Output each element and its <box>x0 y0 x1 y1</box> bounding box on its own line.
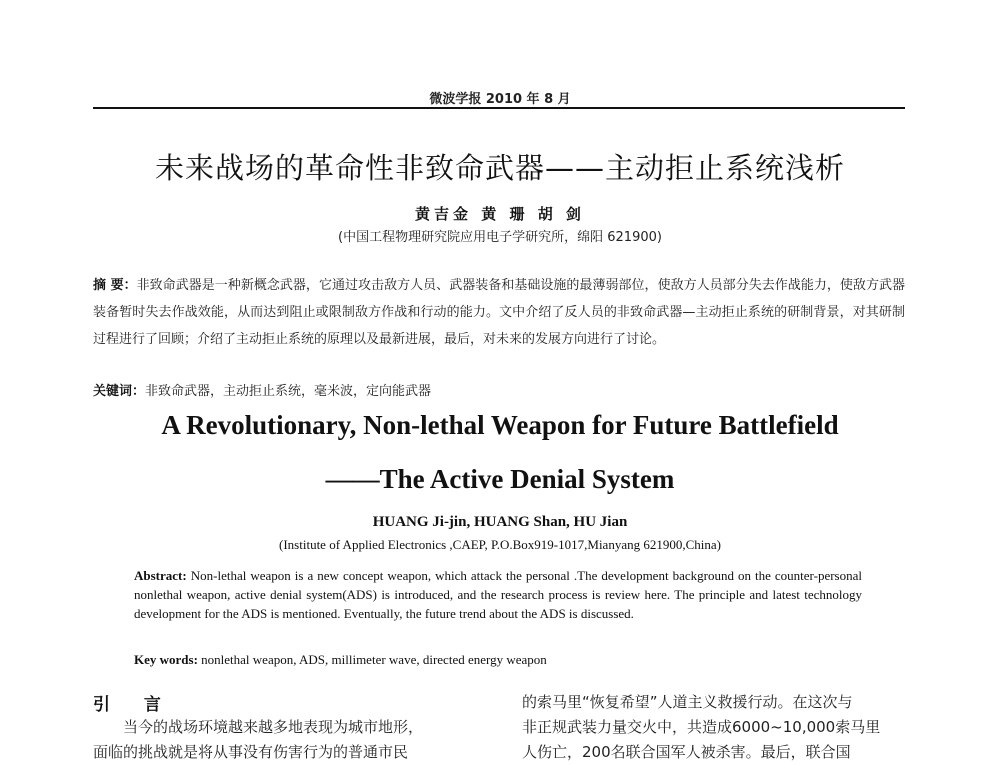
body-column-right <box>522 690 907 765</box>
body-column-left <box>93 715 488 765</box>
chinese-keywords-label: 关键词： <box>93 384 146 399</box>
body-line: 面临的挑战就是将从事没有伤害行为的普通市民 <box>93 743 409 761</box>
english-abstract <box>134 566 862 623</box>
english-keywords-text: nonlethal weapon, ADS, millimeter wave, directed energy weapon <box>197 652 547 667</box>
chinese-abstract-text: 非致命武器是一种新概念武器，它通过攻击敌方人员、武器装备和基础设施的最薄弱部位，使敌方人员部分失去作战能力，使敌方武器装备暂时失去作战效能，从而达到阻止或限制敌方作战和行动的能力。文中介绍了反人员的非致命武器—主动拒止系统的研制背景，对其研制过程进行了回顾；介绍了主动拒止系统的原理以及最新进展，最后，对未来的发展方向进行了讨论。 <box>93 278 905 347</box>
body-line: 当今的战场环境越来越多地表现为城市地形， <box>123 718 424 736</box>
english-affiliation: (Institute of Applied Electronics ,CAEP, P.O.Box919-1017,Mianyang 621900,China) <box>279 537 721 552</box>
chinese-keywords <box>93 380 905 399</box>
section-heading: 引 言 <box>93 695 175 715</box>
chinese-abstract <box>93 272 905 353</box>
english-authors: HUANG Ji-jin, HUANG Shan, HU Jian <box>372 514 628 530</box>
body-line: 人伤亡，200名联合国军人被杀害。最后，联合国 <box>522 743 851 761</box>
chinese-authors: 黄吉金 黄 珊 胡 剑 <box>415 205 585 223</box>
english-title-line1: A Revolutionary, Non-lethal Weapon for Future Battlefield <box>161 410 839 440</box>
chinese-abstract-label: 摘 要： <box>93 278 137 293</box>
english-keywords <box>134 652 862 668</box>
header-rule <box>93 107 905 109</box>
body-line: 的索马里“恢复希望”人道主义救援行动。在这次与 <box>522 693 853 711</box>
english-abstract-label: Abstract: <box>134 568 187 583</box>
english-abstract-text: Non-lethal weapon is a new concept weapon, which attack the personal .The development background on the counter-personal nonlethal weapon, active denial system(ADS) is introduced, and the research process is review here. The principle and latest technology development for the ADS is mentioned. Eventually, the future trend about the ADS is discussed. <box>134 568 862 621</box>
english-keywords-label: Key words: <box>134 652 198 667</box>
chinese-affiliation: (中国工程物理研究院应用电子学研究所，绵阳 621900) <box>338 230 662 245</box>
journal-header: 微波学报 2010 年 8 月 <box>429 92 571 107</box>
body-line: 非正规武装力量交火中，共造成6000~10,000索马里 <box>522 718 881 736</box>
english-title-line2: ——The Active Denial System <box>325 464 675 494</box>
chinese-title: 未来战场的革命性非致命武器——主动拒止系统浅析 <box>154 151 845 185</box>
chinese-keywords-text: 非致命武器，主动拒止系统，毫米波，定向能武器 <box>145 384 432 399</box>
